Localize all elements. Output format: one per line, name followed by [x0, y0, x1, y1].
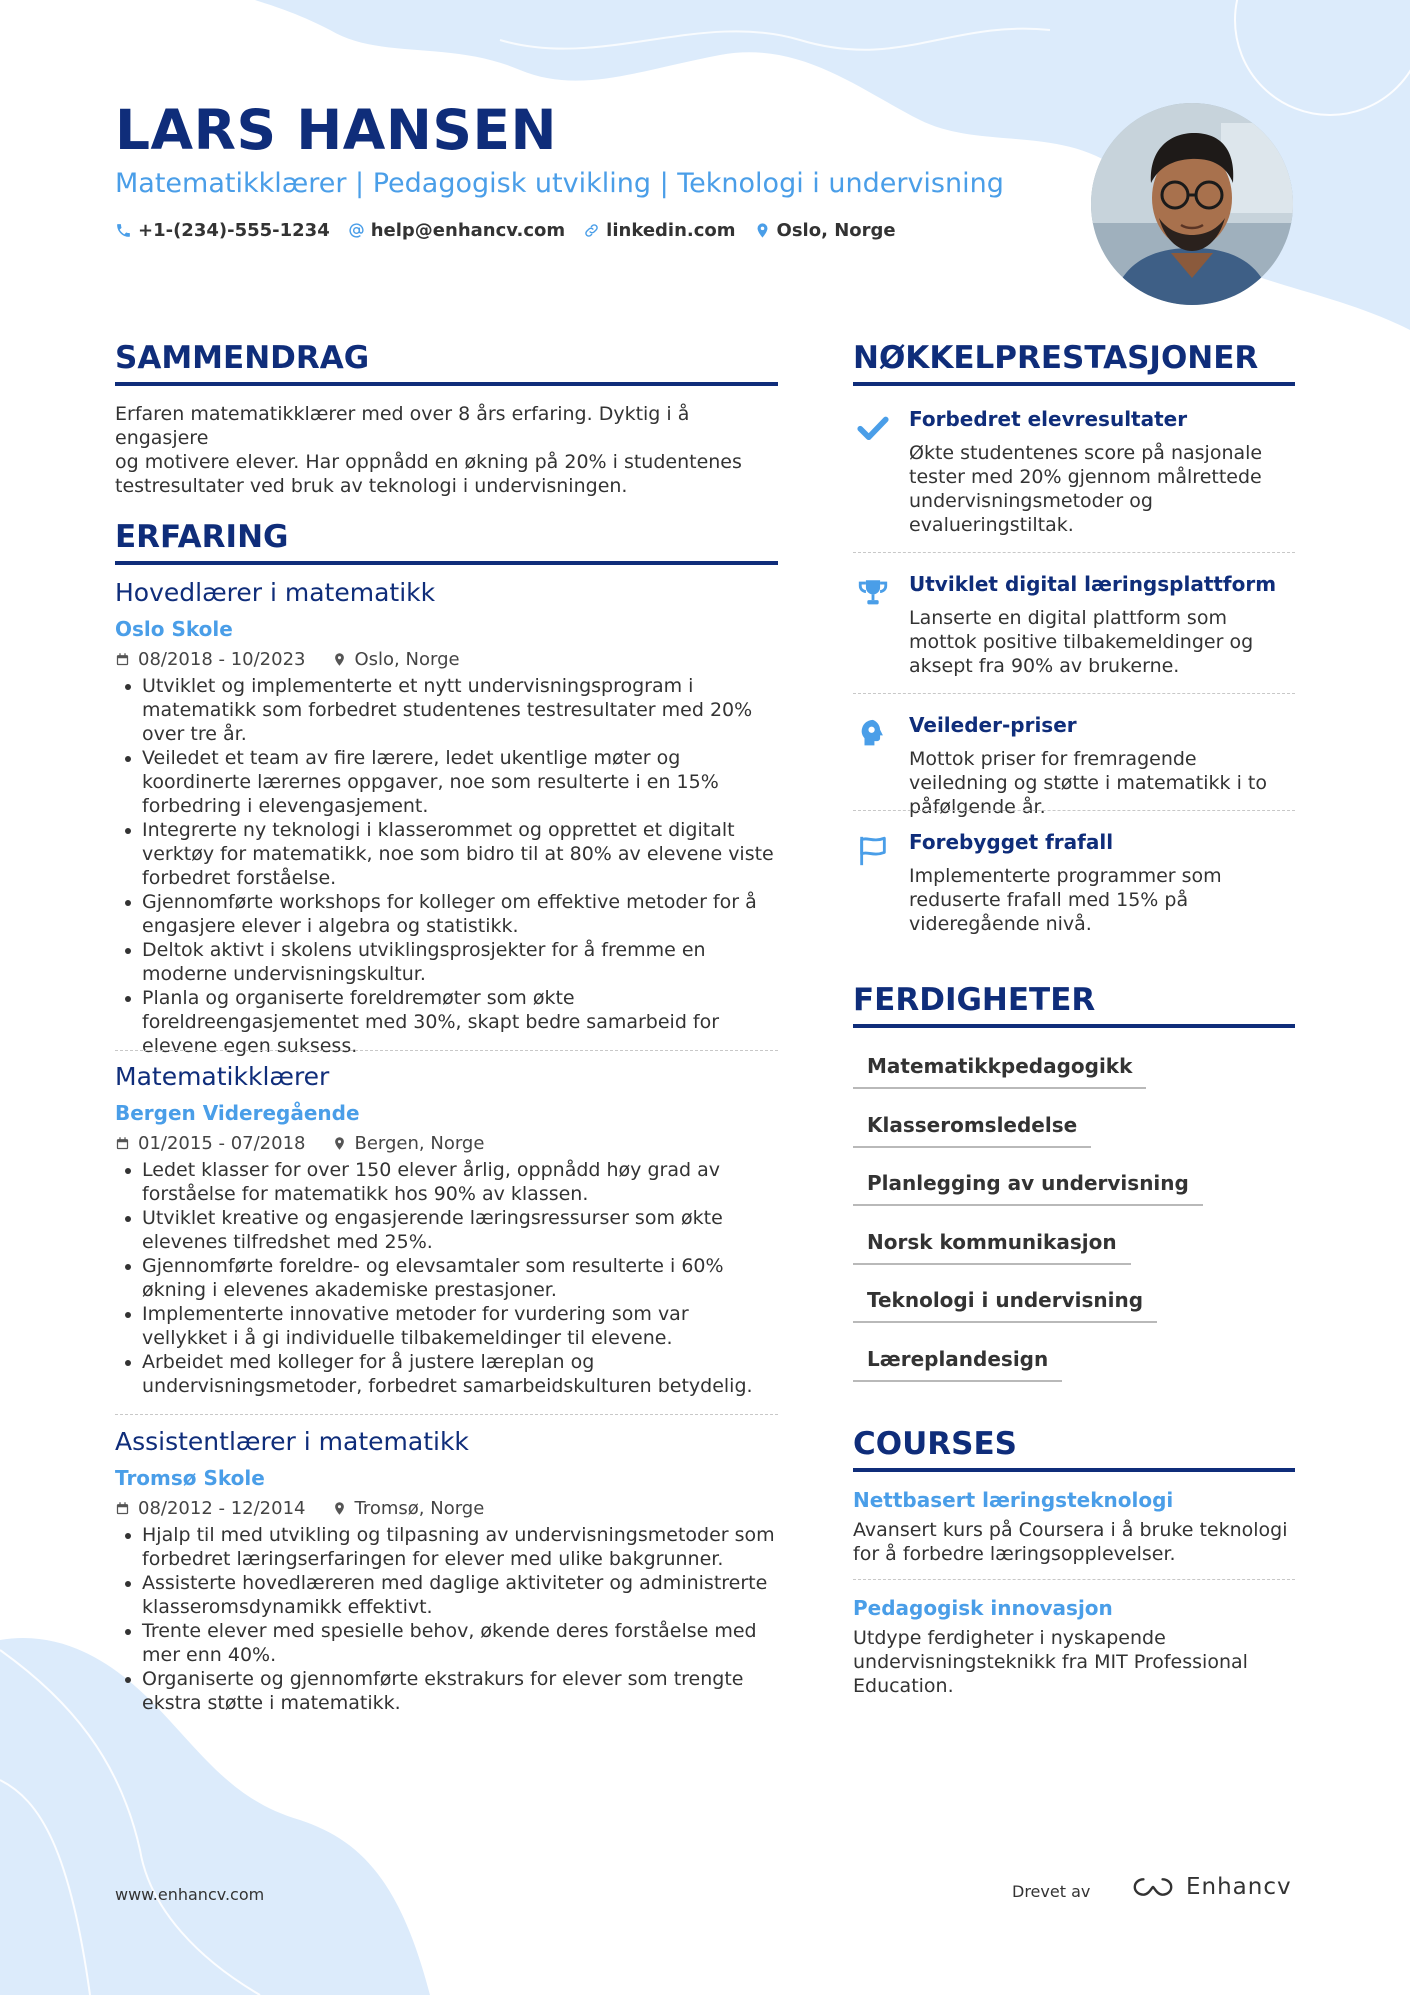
phone-text: +1-(234)-555-1234: [138, 220, 330, 241]
job-bullet: Trente elever med spesielle behov, økende deres forståelse med mer enn 40%.: [115, 1619, 778, 1667]
summary-line: og motivere elever. Har oppnådd en økning på 20% i studentenes: [115, 451, 742, 473]
skills-heading: FERDIGHETER: [853, 982, 1295, 1028]
job-entry: [115, 1062, 778, 1398]
footer-website[interactable]: www.enhancv.com: [115, 1885, 265, 1904]
contact-linkedin[interactable]: [583, 220, 735, 241]
calendar-icon: [115, 1136, 130, 1151]
job-bullet: Utviklet og implementerte et nytt undervisningsprogram i matematikk som forbedret studentenes testresultater med 20% over tre år.: [115, 674, 778, 746]
divider: [853, 693, 1295, 694]
divider: [115, 1414, 778, 1415]
phone-icon: [115, 222, 132, 239]
contact-phone[interactable]: [115, 220, 330, 241]
course-item: [853, 1596, 1295, 1698]
head-icon: [856, 717, 890, 751]
job-bullet: Ledet klasser for over 150 elever årlig, oppnådd høy grad av forståelse for matematikk hos 90% av klassen.: [115, 1158, 778, 1206]
job-location: [332, 1133, 485, 1154]
achievements-heading: NØKKELPRESTASJONER: [853, 340, 1295, 386]
footer-brand[interactable]: [1130, 1874, 1292, 1900]
job-bullet: Gjennomførte foreldre- og elevsamtaler som resulterte i 60% økning i elevenes akademiske prestasjoner.: [115, 1254, 778, 1302]
job-bullets: [115, 1523, 778, 1715]
email-text: help@enhancv.com: [370, 220, 566, 241]
job-bullet: Organiserte og gjennomførte ekstrakurs for elever som trengte ekstra støtte i matematikk.: [115, 1667, 778, 1715]
course-title: Pedagogisk innovasjon: [853, 1596, 1113, 1620]
job-location-text: Tromsø, Norge: [354, 1498, 485, 1519]
location-text: Oslo, Norge: [776, 220, 896, 241]
job-dates: [115, 649, 306, 670]
job-location-text: Bergen, Norge: [354, 1133, 485, 1154]
job-bullet: Planla og organiserte foreldremøter som økte foreldreengasjementet med 30%, skapt bedre samarbeid for elevene egen suksess.: [115, 986, 778, 1058]
job-entry: [115, 578, 778, 1058]
job-location: [332, 649, 460, 670]
achievement-item: [853, 830, 1295, 936]
candidate-headline: Matematikklærer | Pedagogisk utvikling | Teknologi i undervisning: [115, 168, 1004, 199]
achievement-description: Mottok priser for fremragende veiledning og støtte i matematikk i to påfølgende år.: [909, 748, 1267, 818]
contact-bar: [115, 220, 896, 241]
link-icon: [583, 222, 600, 239]
location-pin-icon: [754, 222, 771, 239]
footer-brand-name: Enhancv: [1186, 1874, 1292, 1900]
job-bullet: Veiledet et team av fire lærere, ledet ukentlige møter og koordinerte lærernes oppgaver, noe som resulterte i en 15% forbedring i elevengasjement.: [115, 746, 778, 818]
job-dates-text: 08/2018 - 10/2023: [138, 649, 306, 670]
divider: [853, 552, 1295, 553]
company-name: Tromsø Skole: [115, 1466, 265, 1490]
achievement-item: [853, 713, 1295, 819]
summary-heading: SAMMENDRAG: [115, 340, 778, 386]
job-bullet: Implementerte innovative metoder for vurdering som var vellykket i å gi individuelle tilbakemeldinger til elevene.: [115, 1302, 778, 1350]
divider: [853, 810, 1295, 811]
achievement-description: Lanserte en digital plattform som mottok positive tilbakemeldinger og aksept fra 90% av brukerne.: [909, 607, 1254, 677]
divider: [853, 1579, 1295, 1580]
job-meta: [115, 1133, 778, 1154]
company-name: Oslo Skole: [115, 617, 233, 641]
skill-tag: Klasseromsledelse: [853, 1113, 1091, 1148]
summary-line: testresultater ved bruk av teknologi i undervisningen.: [115, 475, 628, 497]
job-dates: [115, 1498, 306, 1519]
summary-text: [115, 402, 778, 498]
skill-tag: Teknologi i undervisning: [853, 1288, 1157, 1323]
profile-photo: [1091, 103, 1293, 305]
course-item: [853, 1488, 1295, 1566]
courses-heading: COURSES: [853, 1426, 1295, 1472]
experience-heading: ERFARING: [115, 519, 778, 565]
job-bullets: [115, 1158, 778, 1398]
enhancv-logo-icon: [1130, 1875, 1176, 1899]
job-entry: [115, 1427, 778, 1715]
job-bullet: Gjennomførte workshops for kolleger om effektive metoder for å engasjere elever i algebra og statistikk.: [115, 890, 778, 938]
at-icon: [348, 222, 365, 239]
flag-icon: [856, 834, 890, 868]
location-pin-icon: [332, 1501, 347, 1516]
job-bullet: Utviklet kreative og engasjerende læringsressurser som økte elevenes tilfredshet med 25%.: [115, 1206, 778, 1254]
job-title: Assistentlærer i matematikk: [115, 1427, 469, 1456]
job-location: [332, 1498, 485, 1519]
summary-line: Erfaren matematikklærer med over 8 års erfaring. Dyktig i å engasjere: [115, 403, 690, 449]
achievement-description: Implementerte programmer som reduserte frafall med 15% på videregående nivå.: [909, 865, 1222, 935]
checkmark-icon: [856, 411, 890, 445]
achievement-title: Utviklet digital læringsplattform: [909, 572, 1277, 596]
location-pin-icon: [332, 1136, 347, 1151]
contact-email[interactable]: [348, 220, 565, 241]
achievement-item: [853, 572, 1295, 678]
achievement-title: Forbedret elevresultater: [909, 407, 1188, 431]
achievement-item: [853, 407, 1295, 537]
skill-tag: Planlegging av undervisning: [853, 1171, 1203, 1206]
course-description: Utdype ferdigheter i nyskapende undervisningsteknikk fra MIT Professional Education.: [853, 1627, 1248, 1697]
job-bullet: Integrerte ny teknologi i klasserommet og opprettet et digitalt verktøy for matematikk, noe som bidro til at 80% av elevene viste forbedret forståelse.: [115, 818, 778, 890]
footer-powered-by: Drevet av: [1012, 1882, 1091, 1901]
location-pin-icon: [332, 652, 347, 667]
job-bullet: Assisterte hovedlæreren med daglige aktiviteter og administrerte klasseromsdynamikk effektivt.: [115, 1571, 778, 1619]
course-title: Nettbasert læringsteknologi: [853, 1488, 1174, 1512]
divider: [115, 1050, 778, 1051]
course-description: Avansert kurs på Coursera i å bruke teknologi for å forbedre læringsopplevelser.: [853, 1519, 1288, 1565]
job-bullet: Deltok aktivt i skolens utviklingsprosjekter for å fremme en moderne undervisningskultur.: [115, 938, 778, 986]
trophy-icon: [856, 576, 890, 610]
job-bullet: Hjalp til med utvikling og tilpasning av undervisningsmetoder som forbedret læringserfaringen for elever med ulike bakgrunner.: [115, 1523, 778, 1571]
linkedin-text: linkedin.com: [606, 220, 736, 241]
calendar-icon: [115, 1501, 130, 1516]
job-dates-text: 01/2015 - 07/2018: [138, 1133, 306, 1154]
job-title: Hovedlærer i matematikk: [115, 578, 436, 607]
job-meta: [115, 649, 778, 670]
job-bullet: Arbeidet med kolleger for å justere læreplan og undervisningsmetoder, forbedret samarbeidskulturen betydelig.: [115, 1350, 778, 1398]
calendar-icon: [115, 652, 130, 667]
skill-tag: Læreplandesign: [853, 1347, 1062, 1382]
candidate-name: LARS HANSEN: [115, 98, 558, 162]
skill-tag: Norsk kommunikasjon: [853, 1230, 1131, 1265]
achievement-description: Økte studentenes score på nasjonale tester med 20% gjennom målrettede undervisningsmetoder og evalueringstiltak.: [909, 442, 1263, 536]
job-title: Matematikklærer: [115, 1062, 330, 1091]
achievement-title: Veileder-priser: [909, 713, 1077, 737]
job-dates-text: 08/2012 - 12/2014: [138, 1498, 306, 1519]
job-dates: [115, 1133, 306, 1154]
skill-tag: Matematikkpedagogikk: [853, 1054, 1146, 1089]
job-meta: [115, 1498, 778, 1519]
job-bullets: [115, 674, 778, 1058]
job-location-text: Oslo, Norge: [354, 649, 460, 670]
company-name: Bergen Videregående: [115, 1101, 360, 1125]
contact-location: [754, 220, 896, 241]
achievement-title: Forebygget frafall: [909, 830, 1114, 854]
